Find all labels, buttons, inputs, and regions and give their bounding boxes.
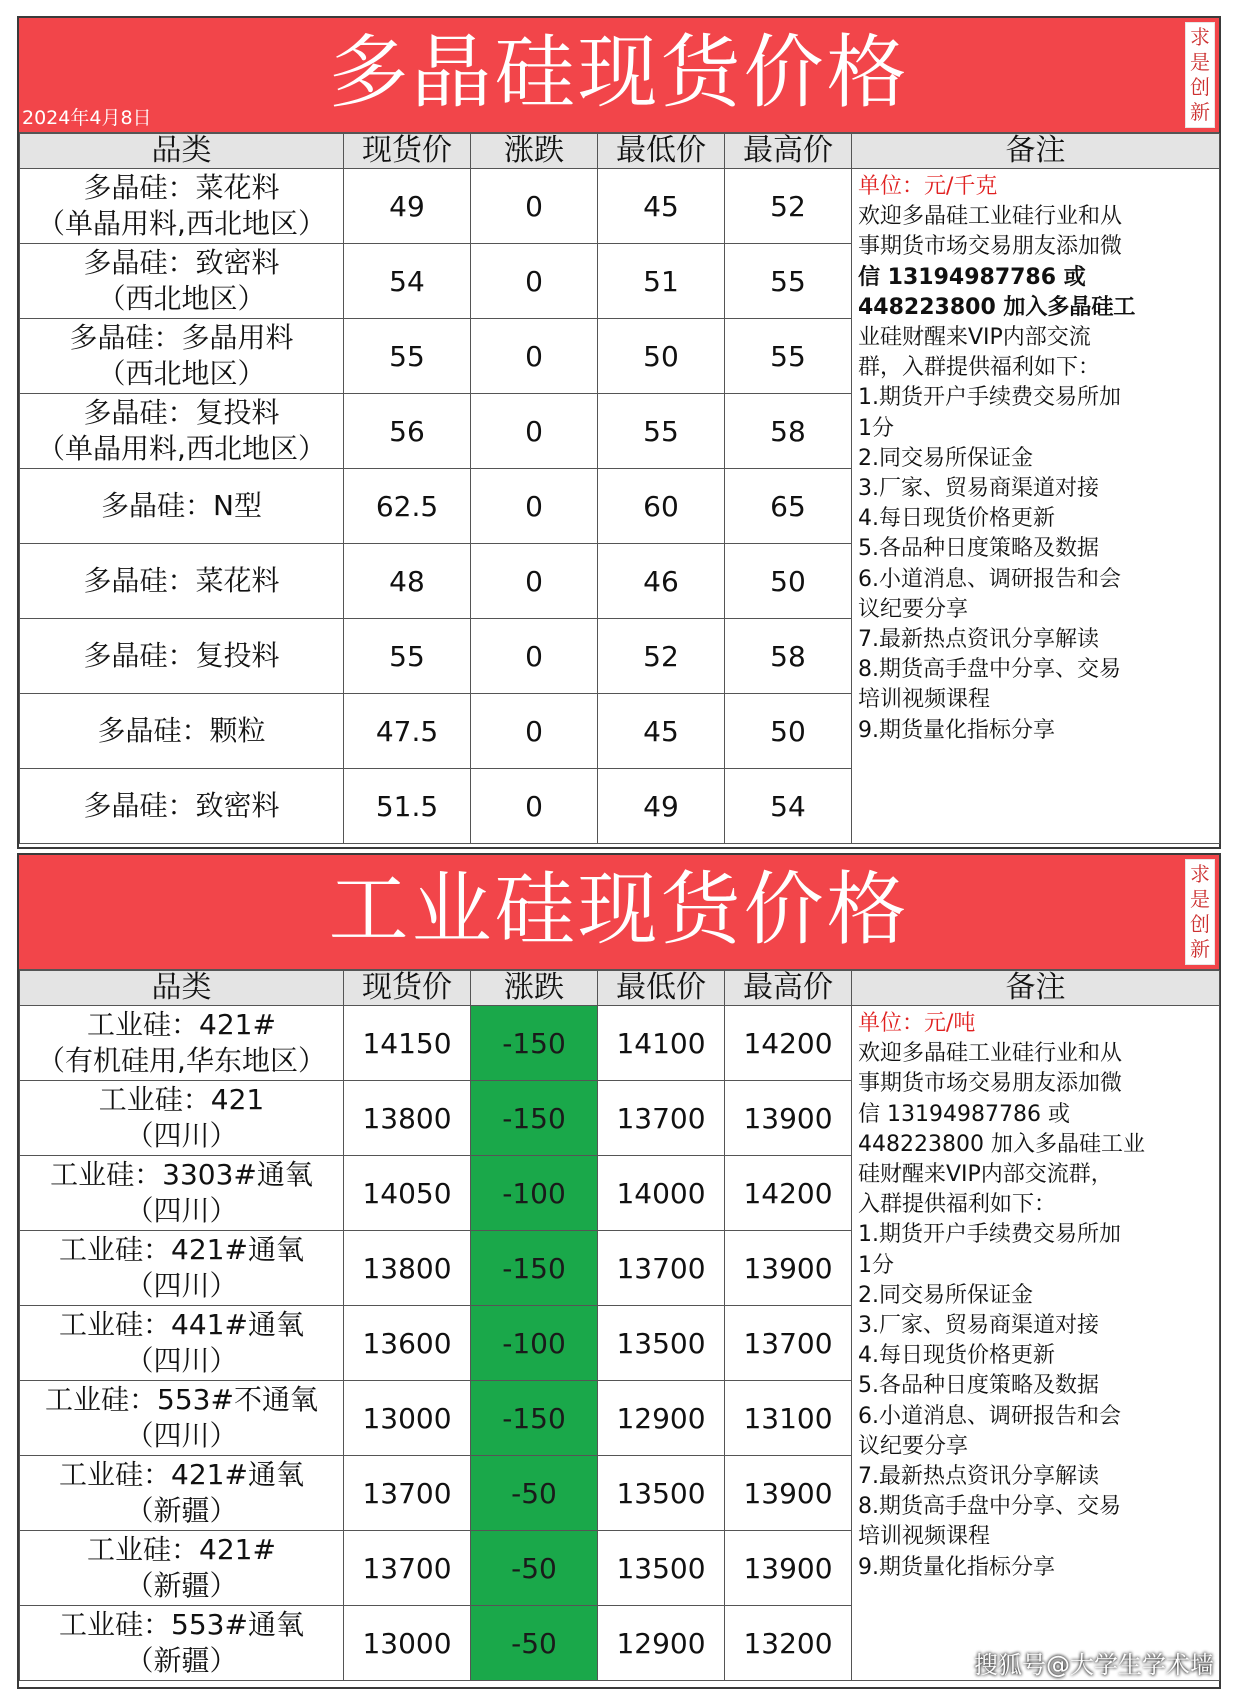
high-price-cell: 52 [725, 169, 852, 244]
header-spot-price: 现货价 [344, 134, 471, 169]
polysilicon-title: 多晶硅现货价格 [328, 26, 910, 119]
product-name-line: （西北地区） [97, 357, 266, 390]
high-price-cell: 50 [725, 694, 852, 769]
product-name-line: 多晶硅：致密料 [83, 789, 280, 822]
spot-price-cell: 13800 [344, 1081, 471, 1156]
high-price-cell: 13700 [725, 1306, 852, 1381]
product-name-cell [20, 1081, 344, 1156]
product-name-line: 工业硅：553#不通氧 [45, 1383, 318, 1416]
spot-price-cell: 13700 [344, 1531, 471, 1606]
note-line: 1分 [858, 415, 894, 441]
unit-label: 单位：元/千克 [858, 174, 998, 199]
spot-price-cell: 55 [344, 619, 471, 694]
high-price-cell: 13200 [725, 1606, 852, 1681]
product-name-cell [20, 1456, 344, 1531]
note-line: 信 13194987786 或 [858, 1101, 1070, 1127]
note-line: 2.同交易所保证金 [858, 445, 1033, 471]
change-cell: 0 [471, 769, 598, 844]
header-change: 涨跌 [471, 971, 598, 1006]
high-price-cell: 13900 [725, 1231, 852, 1306]
product-name-line: （单晶用料,西北地区） [37, 207, 326, 240]
product-name-line: 多晶硅：复投料 [83, 639, 280, 672]
spot-price-cell: 56 [344, 394, 471, 469]
spot-price-cell: 14150 [344, 1006, 471, 1081]
change-cell: -50 [471, 1456, 598, 1531]
industrial-silicon-table-body [20, 1006, 1220, 1681]
high-price-cell: 14200 [725, 1006, 852, 1081]
header-notes: 备注 [852, 971, 1220, 1006]
note-line: 事期货市场交易朋友添加微 [858, 1071, 1123, 1097]
high-price-cell: 50 [725, 544, 852, 619]
low-price-cell: 52 [598, 619, 725, 694]
product-name-line: 工业硅：421# [87, 1008, 276, 1041]
low-price-cell: 50 [598, 319, 725, 394]
change-cell: 0 [471, 319, 598, 394]
header-change: 涨跌 [471, 134, 598, 169]
product-name-line: 多晶硅：复投料 [83, 396, 280, 429]
note-line: 业硅财醒来VIP内部交流 [858, 325, 1091, 351]
change-cell: 0 [471, 544, 598, 619]
unit-label: 单位：元/吨 [858, 1011, 976, 1036]
product-name-cell [20, 319, 344, 394]
polysilicon-panel [17, 16, 1221, 849]
low-price-cell: 49 [598, 769, 725, 844]
spot-price-cell: 13000 [344, 1381, 471, 1456]
product-name-cell [20, 1006, 344, 1081]
product-name-line: （四川） [125, 1269, 238, 1302]
change-cell: 0 [471, 244, 598, 319]
low-price-cell: 45 [598, 169, 725, 244]
note-line: 7.最新热点资讯分享解读 [858, 1464, 1099, 1490]
change-cell: -50 [471, 1606, 598, 1681]
header-notes: 备注 [852, 134, 1220, 169]
product-name-line: 多晶硅：N型 [101, 489, 262, 522]
product-name-line: 工业硅：421#通氧 [59, 1233, 304, 1266]
product-name-line: （西北地区） [97, 282, 266, 315]
product-name-line: 多晶硅：颗粒 [97, 714, 266, 747]
note-line: 8.期货高手盘中分享、交易 [858, 657, 1121, 683]
product-name-line: （四川） [125, 1419, 238, 1452]
spot-price-cell: 55 [344, 319, 471, 394]
high-price-cell: 13900 [725, 1531, 852, 1606]
table-row [20, 169, 1220, 244]
product-name-cell [20, 1606, 344, 1681]
note-line: 9.期货量化指标分享 [858, 1554, 1055, 1580]
product-name-cell [20, 169, 344, 244]
low-price-cell: 51 [598, 244, 725, 319]
polysilicon-table-body [20, 169, 1220, 844]
industrial-silicon-banner [19, 855, 1219, 970]
note-line: 2.同交易所保证金 [858, 1282, 1033, 1308]
product-name-cell [20, 544, 344, 619]
low-price-cell: 13700 [598, 1231, 725, 1306]
low-price-cell: 55 [598, 394, 725, 469]
note-line: 448223800 加入多晶硅工 [858, 294, 1136, 320]
change-cell: -100 [471, 1156, 598, 1231]
product-name-cell [20, 769, 344, 844]
product-name-cell [20, 1231, 344, 1306]
table-row [20, 1006, 1220, 1081]
product-name-cell [20, 469, 344, 544]
note-line: 1.期货开户手续费交易所加 [858, 1222, 1121, 1248]
product-name-cell [20, 394, 344, 469]
low-price-cell: 14100 [598, 1006, 725, 1081]
high-price-cell: 58 [725, 394, 852, 469]
header-high: 最高价 [725, 971, 852, 1006]
industrial-silicon-price-table [19, 970, 1220, 1681]
industrial-silicon-title: 工业硅现货价格 [328, 863, 910, 956]
note-line: 信 13194987786 或 [858, 264, 1086, 290]
product-name-line: （单晶用料,西北地区） [37, 432, 326, 465]
note-line: 5.各品种日度策略及数据 [858, 536, 1099, 562]
industrial-silicon-panel [17, 853, 1221, 1689]
spot-price-cell: 62.5 [344, 469, 471, 544]
spot-price-cell: 51.5 [344, 769, 471, 844]
low-price-cell: 14000 [598, 1156, 725, 1231]
change-cell: -100 [471, 1306, 598, 1381]
product-name-line: 工业硅：421# [87, 1533, 276, 1566]
change-cell: -150 [471, 1081, 598, 1156]
header-spot-price: 现货价 [344, 971, 471, 1006]
seal-stamp: 求 是 创 新 [1185, 22, 1215, 128]
header-low: 最低价 [598, 971, 725, 1006]
change-cell: -50 [471, 1531, 598, 1606]
note-line: 培训视频课程 [858, 687, 991, 713]
note-line: 4.每日现货价格更新 [858, 506, 1055, 532]
spot-price-cell: 49 [344, 169, 471, 244]
product-name-cell [20, 694, 344, 769]
high-price-cell: 13900 [725, 1081, 852, 1156]
change-cell: 0 [471, 694, 598, 769]
header-low: 最低价 [598, 134, 725, 169]
note-line: 培训视频课程 [858, 1524, 991, 1550]
header-category: 品类 [20, 134, 344, 169]
change-cell: -150 [471, 1381, 598, 1456]
spot-price-cell: 54 [344, 244, 471, 319]
change-cell: 0 [471, 469, 598, 544]
spot-price-cell: 13600 [344, 1306, 471, 1381]
low-price-cell: 45 [598, 694, 725, 769]
product-name-line: 多晶硅：菜花料 [83, 171, 280, 204]
high-price-cell: 14200 [725, 1156, 852, 1231]
note-line: 7.最新热点资讯分享解读 [858, 627, 1099, 653]
note-line: 欢迎多晶硅工业硅行业和从 [858, 204, 1123, 230]
low-price-cell: 13500 [598, 1456, 725, 1531]
note-line: 硅财醒来VIP内部交流群， [858, 1162, 1113, 1188]
polysilicon-banner [19, 18, 1219, 133]
polysilicon-price-table [19, 133, 1220, 844]
table-header-row [20, 134, 1220, 169]
product-name-line: （四川） [125, 1194, 238, 1227]
product-name-line: （新疆） [125, 1494, 238, 1527]
product-name-cell [20, 1531, 344, 1606]
product-name-cell [20, 244, 344, 319]
high-price-cell: 65 [725, 469, 852, 544]
change-cell: 0 [471, 169, 598, 244]
low-price-cell: 13500 [598, 1306, 725, 1381]
high-price-cell: 58 [725, 619, 852, 694]
note-line: 5.各品种日度策略及数据 [858, 1373, 1099, 1399]
note-line: 1分 [858, 1252, 894, 1278]
note-line: 448223800 加入多晶硅工业 [858, 1131, 1145, 1157]
product-name-line: 工业硅：421#通氧 [59, 1458, 304, 1491]
product-name-cell [20, 1156, 344, 1231]
note-line: 3.厂家、贸易商渠道对接 [858, 476, 1099, 502]
low-price-cell: 13500 [598, 1531, 725, 1606]
product-name-line: （四川） [125, 1119, 238, 1152]
change-cell: -150 [471, 1006, 598, 1081]
header-category: 品类 [20, 971, 344, 1006]
product-name-line: 多晶硅：多晶用料 [69, 321, 294, 354]
note-line: 群，入群提供福利如下： [858, 355, 1101, 381]
low-price-cell: 12900 [598, 1606, 725, 1681]
product-name-cell [20, 1381, 344, 1456]
note-line: 9.期货量化指标分享 [858, 717, 1055, 743]
spot-price-cell: 48 [344, 544, 471, 619]
notes-cell [852, 169, 1220, 844]
change-cell: 0 [471, 394, 598, 469]
high-price-cell: 13100 [725, 1381, 852, 1456]
note-line: 欢迎多晶硅工业硅行业和从 [858, 1041, 1123, 1067]
high-price-cell: 54 [725, 769, 852, 844]
spot-price-cell: 13700 [344, 1456, 471, 1531]
high-price-cell: 13900 [725, 1456, 852, 1531]
high-price-cell: 55 [725, 319, 852, 394]
header-high: 最高价 [725, 134, 852, 169]
report-date: 2024年4月8日 [22, 107, 152, 129]
product-name-line: 多晶硅：菜花料 [83, 564, 280, 597]
spot-price-cell: 13000 [344, 1606, 471, 1681]
spot-price-cell: 13800 [344, 1231, 471, 1306]
note-line: 事期货市场交易朋友添加微 [858, 234, 1123, 260]
product-name-cell [20, 1306, 344, 1381]
notes-cell [852, 1006, 1220, 1681]
low-price-cell: 12900 [598, 1381, 725, 1456]
watermark: 搜狐号@大学生学术墙 [974, 1651, 1214, 1679]
high-price-cell: 55 [725, 244, 852, 319]
table-header-row [20, 971, 1220, 1006]
note-line: 4.每日现货价格更新 [858, 1343, 1055, 1369]
change-cell: 0 [471, 619, 598, 694]
product-name-line: 工业硅：441#通氧 [59, 1308, 304, 1341]
note-line: 6.小道消息、调研报告和会 [858, 1403, 1121, 1429]
product-name-cell [20, 619, 344, 694]
spot-price-cell: 47.5 [344, 694, 471, 769]
product-name-line: （有机硅用,华东地区） [37, 1044, 326, 1077]
product-name-line: （新疆） [125, 1569, 238, 1602]
product-name-line: 工业硅：553#通氧 [59, 1608, 304, 1641]
product-name-line: （四川） [125, 1344, 238, 1377]
product-name-line: 工业硅：3303#通氧 [50, 1158, 313, 1191]
low-price-cell: 13700 [598, 1081, 725, 1156]
seal-stamp: 求 是 创 新 [1185, 859, 1215, 965]
note-line: 3.厂家、贸易商渠道对接 [858, 1313, 1099, 1339]
low-price-cell: 46 [598, 544, 725, 619]
change-cell: -150 [471, 1231, 598, 1306]
note-line: 议纪要分享 [858, 596, 969, 622]
low-price-cell: 60 [598, 469, 725, 544]
note-line: 入群提供福利如下： [858, 1192, 1057, 1218]
note-line: 议纪要分享 [858, 1433, 969, 1459]
spot-price-cell: 14050 [344, 1156, 471, 1231]
product-name-line: 工业硅：421 [98, 1083, 265, 1116]
product-name-line: 多晶硅：致密料 [83, 246, 280, 279]
note-line: 1.期货开户手续费交易所加 [858, 385, 1121, 411]
product-name-line: （新疆） [125, 1644, 238, 1677]
note-line: 8.期货高手盘中分享、交易 [858, 1494, 1121, 1520]
note-line: 6.小道消息、调研报告和会 [858, 566, 1121, 592]
